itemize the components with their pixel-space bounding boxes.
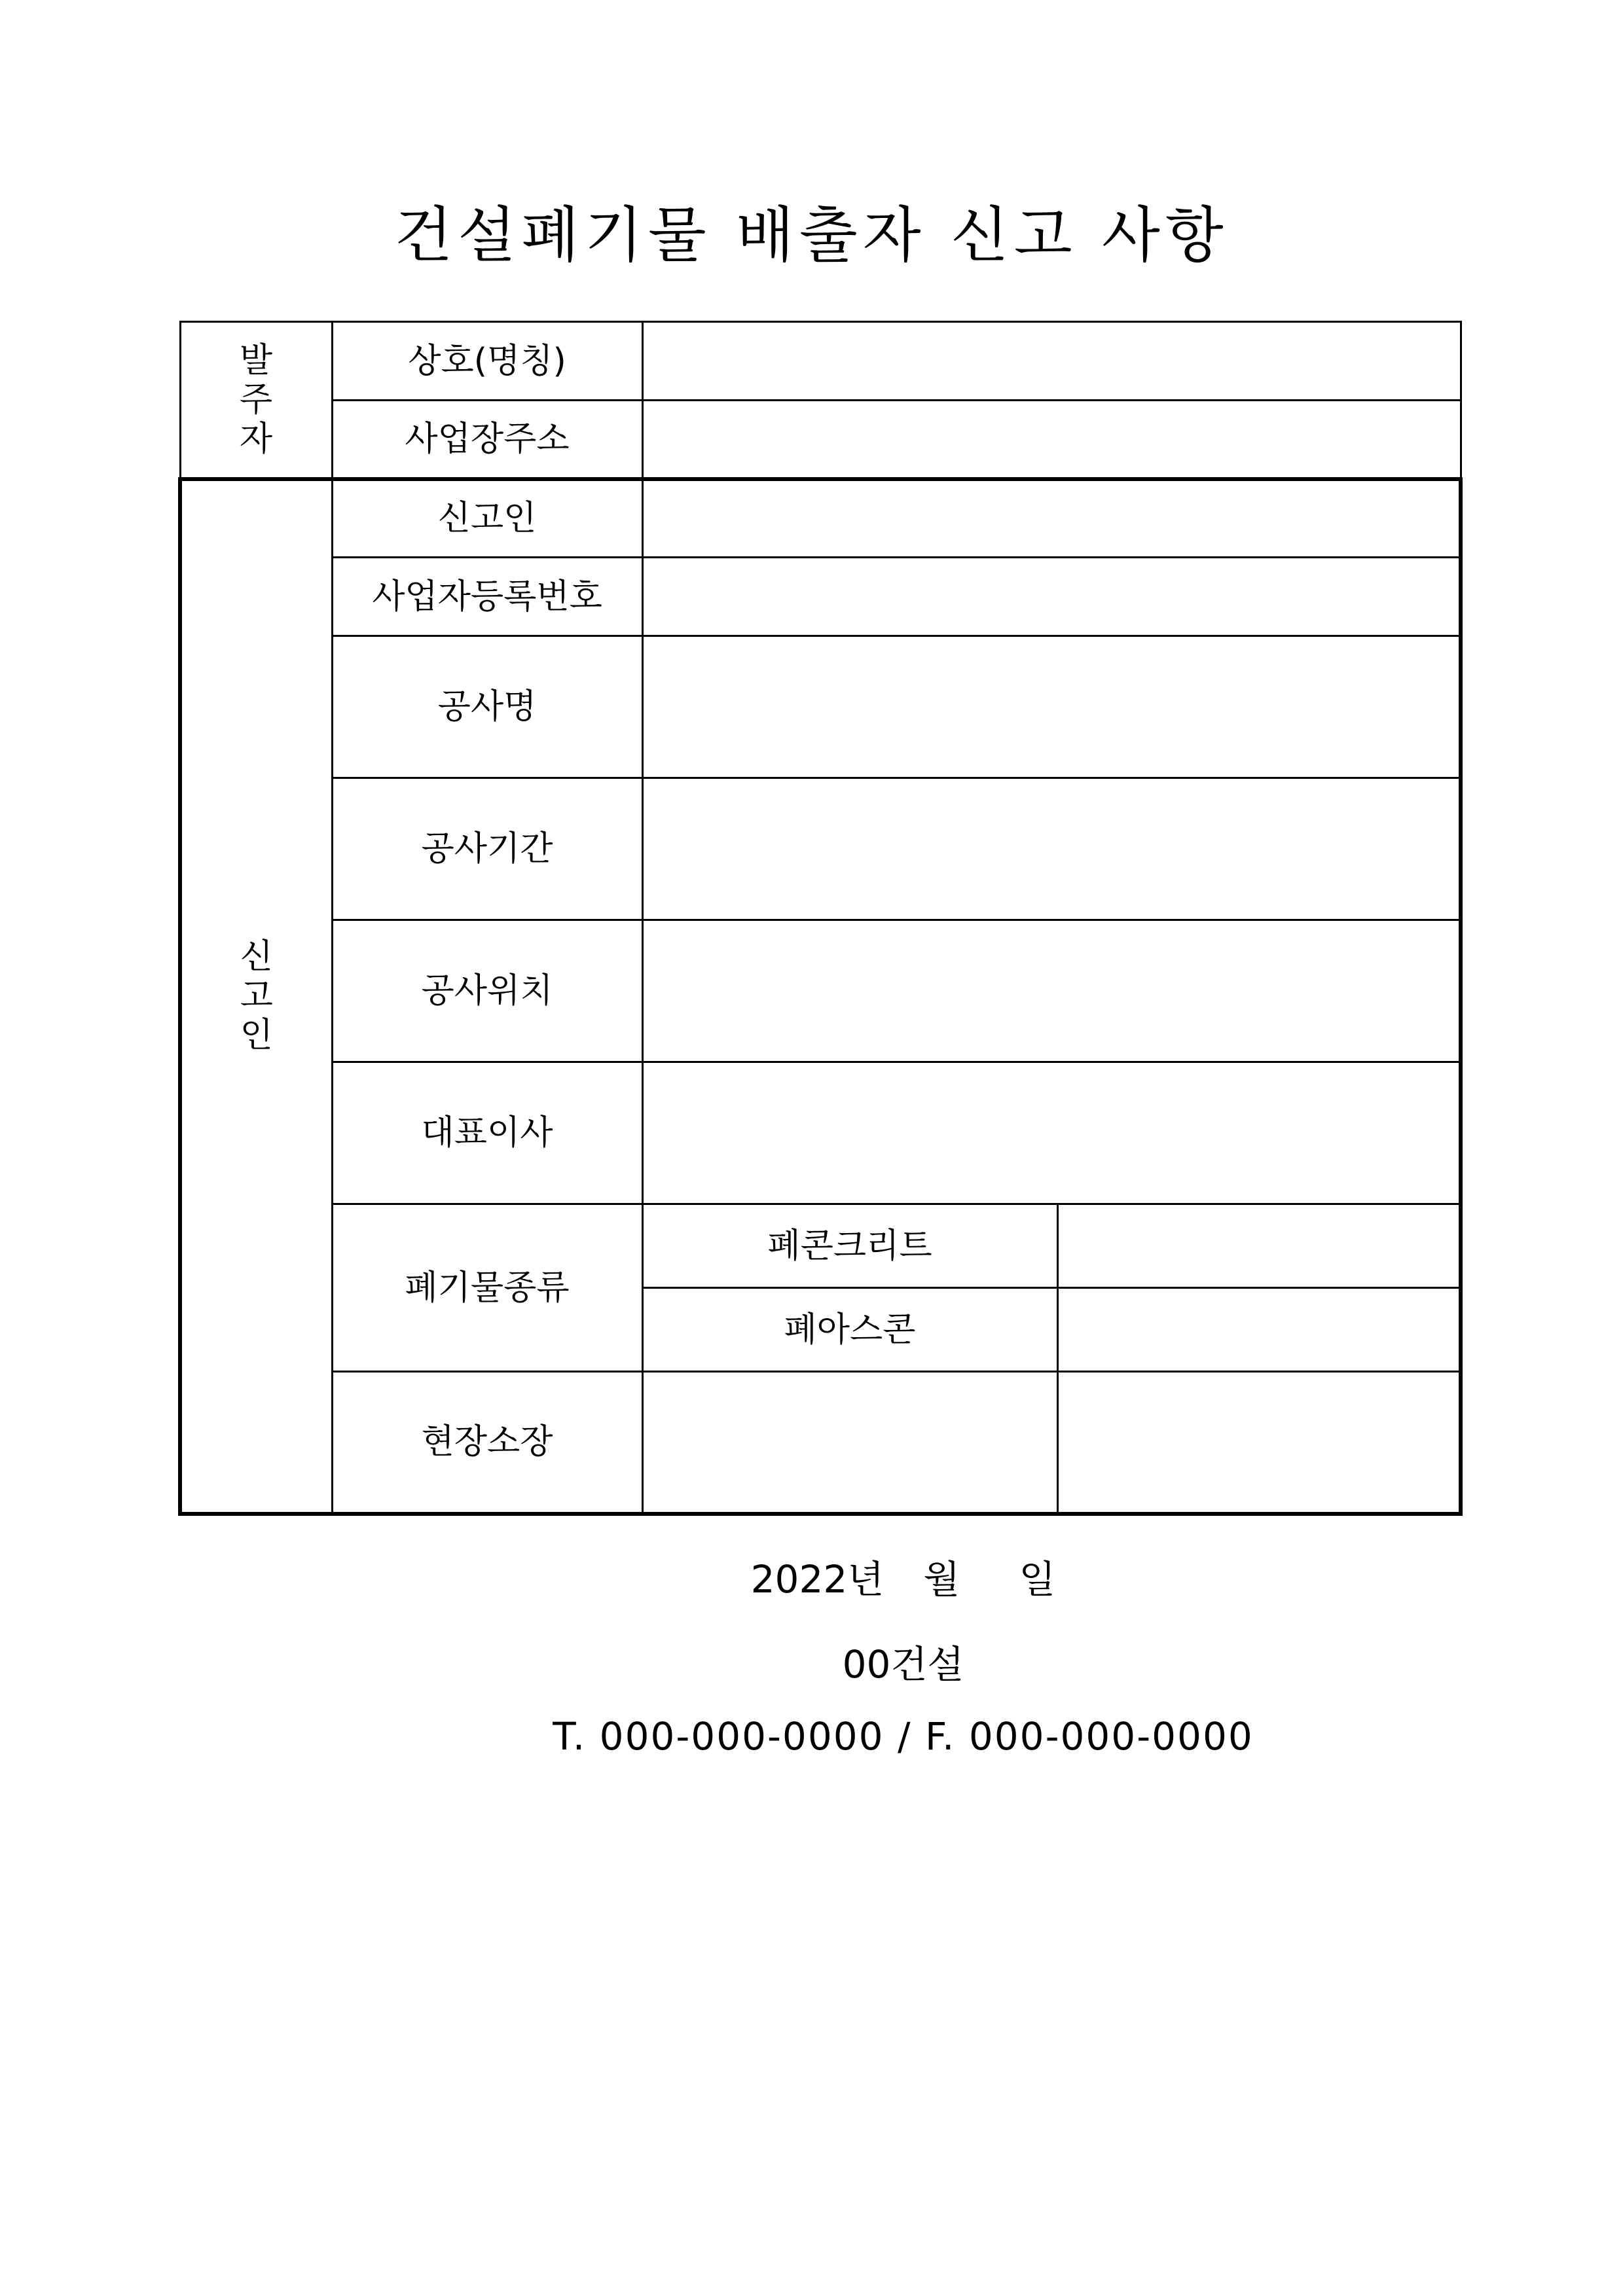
waste-concrete-label: 폐콘크리트: [642, 1204, 1057, 1288]
project-name-label: 공사명: [332, 636, 642, 778]
reporter-row-period: [180, 778, 1461, 920]
orderer-address-label: 사업장주소: [332, 401, 642, 479]
site-manager-field-b[interactable]: [1057, 1372, 1461, 1514]
reporter-row-location: [180, 920, 1461, 1062]
business-number-label: 사업자등록번호: [332, 558, 642, 636]
contact-info: T. 000-000-0000 / F. 000-000-0000: [553, 1714, 1254, 1759]
date-month: 월: [923, 1557, 960, 1602]
site-manager-row: [180, 1372, 1461, 1514]
site-manager-field-a[interactable]: [642, 1372, 1057, 1514]
reporter-row-project: [180, 636, 1461, 778]
reporter-row-bizno: [180, 558, 1461, 636]
company-name: 00건설: [842, 1642, 964, 1687]
business-number-field[interactable]: [642, 558, 1461, 636]
reporter-row-name: [180, 479, 1461, 558]
waste-type-label: 폐기물종류: [332, 1204, 642, 1372]
orderer-group-label: 발 주 자: [180, 322, 332, 479]
reporter-row-ceo: [180, 1062, 1461, 1204]
reporter-name-label: 신고인: [332, 479, 642, 558]
site-manager-label: 현장소장: [332, 1372, 642, 1514]
waste-ascon-label: 폐아스콘: [642, 1288, 1057, 1372]
ceo-field[interactable]: [642, 1062, 1461, 1204]
waste-row-concrete: [180, 1204, 1461, 1288]
date-year: 2022년: [750, 1557, 884, 1602]
project-name-field[interactable]: [642, 636, 1461, 778]
waste-ascon-field[interactable]: [1057, 1288, 1461, 1372]
orderer-row-address: [180, 401, 1461, 479]
project-location-label: 공사위치: [332, 920, 642, 1062]
orderer-row-name: [180, 322, 1461, 401]
reporter-group-label: 신 고 인: [180, 479, 332, 1514]
ceo-label: 대표이사: [332, 1062, 642, 1204]
project-period-label: 공사기간: [332, 778, 642, 920]
report-form-table: [178, 321, 1463, 1516]
waste-concrete-field[interactable]: [1057, 1204, 1461, 1288]
project-location-field[interactable]: [642, 920, 1461, 1062]
orderer-name-field[interactable]: [642, 322, 1461, 401]
reporter-name-field[interactable]: [642, 479, 1461, 558]
project-period-field[interactable]: [642, 778, 1461, 920]
orderer-address-field[interactable]: [642, 401, 1461, 479]
date-day: 일: [1019, 1557, 1056, 1602]
orderer-name-label: 상호(명칭): [332, 322, 642, 401]
page-title: 건설폐기물 배출자 신고 사항: [394, 200, 1229, 270]
date-line: [92, 1556, 1623, 1602]
